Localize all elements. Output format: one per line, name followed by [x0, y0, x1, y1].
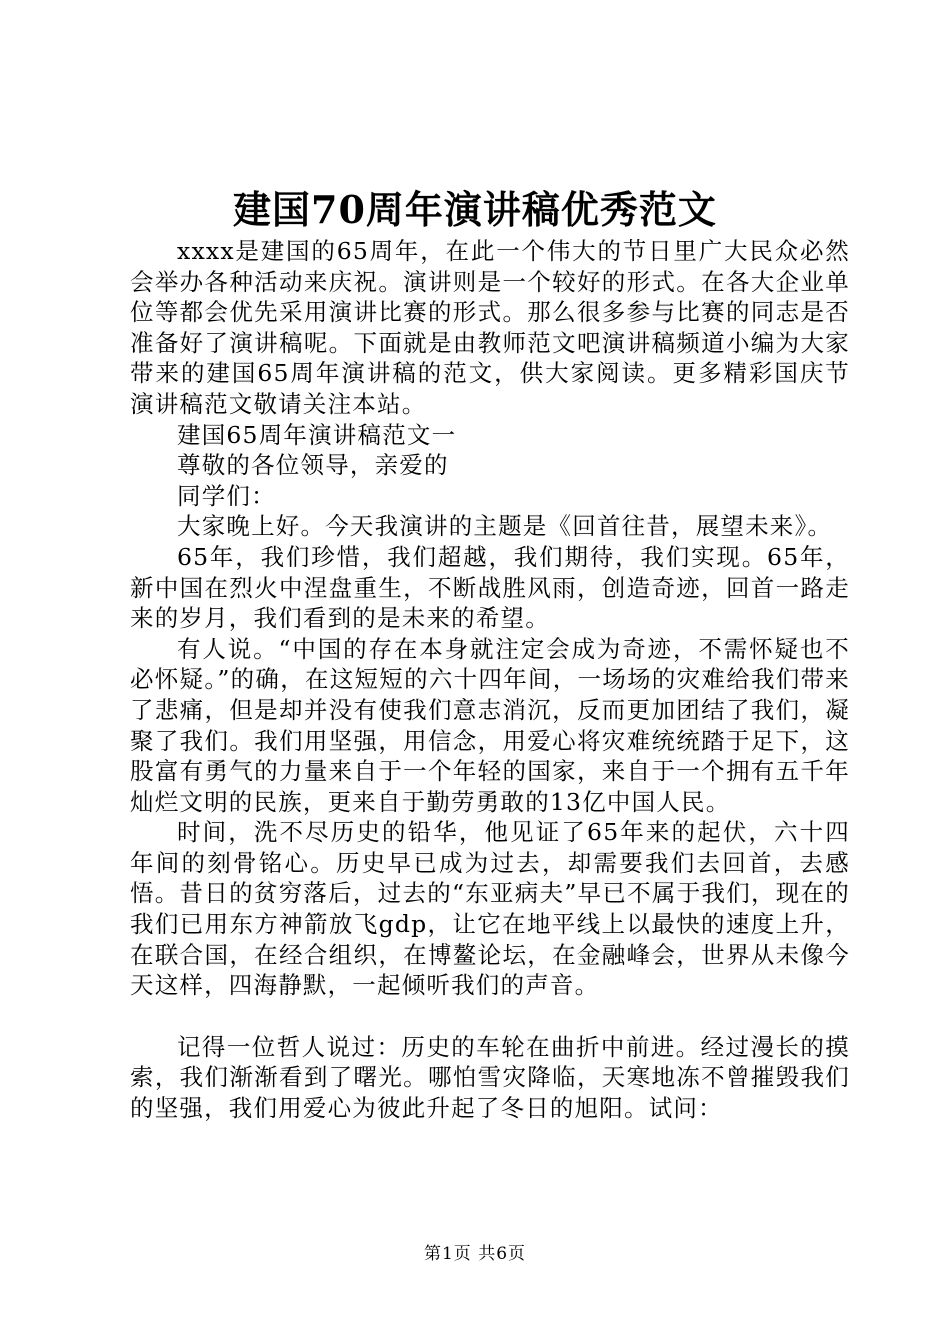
document-body [130, 236, 850, 1124]
paragraph-greeting: 大家晚上好。今天我演讲的主题是《回首往昔，展望未来》。 [177, 512, 833, 541]
paragraph-intro: xxxx是建国的65周年，在此一个伟大的节日里广大民众必然会举办各种活动来庆祝。演讲则是一个较好的形式。在各大企业单位等都会优先采用演讲比赛的形式。那么很多参与比赛的同志是否准备好了演讲稿呢。下面就是由教师范文吧演讲稿频道小编为大家带来的建国65周年演讲稿的范文，供大家阅读。更多精彩国庆节演讲稿范文敬请关注本站。 [130, 237, 850, 418]
paragraph-65-years: 65年，我们珍惜，我们超越，我们期待，我们实现。65年，新中国在烈火中涅盘重生，不断战胜风雨，创造奇迹，回首一路走来的岁月，我们看到的是未来的希望。 [130, 542, 850, 633]
paragraph-history: 时间，洗不尽历史的铅华，他见证了65年来的起伏，六十四年间的刻骨铭心。历史早已成为过去，却需要我们去回首，去感悟。昔日的贫穷落后，过去的“东亚病夫”早已不属于我们，现在的我们已用东方神箭放飞gdp，让它在地平线上以最快的速度上升，在联合国，在经合组织，在博鳌论坛，在金融峰会，世界从未像今天这样，四海静默，一起倾听我们的声音。 [130, 818, 850, 1000]
page-number-footer: 第1页 共6页 [423, 1244, 527, 1264]
paragraph-miracle: 有人说。“中国的存在本身就注定会成为奇迹，不需怀疑也不必怀疑。”的确，在这短短的六十四年间，一场场的灾难给我们带来了悲痛，但是却并没有使我们意志消沉，反而更加团结了我们，凝聚了我们。我们用坚强，用信念，用爱心将灾难统统踏于足下，这股富有勇气的力量来自于一个年轻的国家，来自于一个拥有五千年灿烂文明的民族，更来自于勤劳勇敢的13亿中国人民。 [130, 634, 850, 816]
paragraph-philosopher: 记得一位哲人说过：历史的车轮在曲折中前进。经过漫长的摸索，我们渐渐看到了曙光。哪怕雪灾降临，天寒地冻不曾摧毁我们的坚强，我们用爱心为彼此升起了冬日的旭阳。试问： [130, 1032, 850, 1123]
document-title: 建国70周年演讲稿优秀范文 [233, 187, 717, 232]
paragraph-salutation: 尊敬的各位领导，亲爱的 [177, 451, 449, 480]
paragraph-section-heading: 建国65周年演讲稿范文一 [177, 420, 457, 449]
paragraph-salutation-cont: 同学们： [177, 481, 276, 510]
